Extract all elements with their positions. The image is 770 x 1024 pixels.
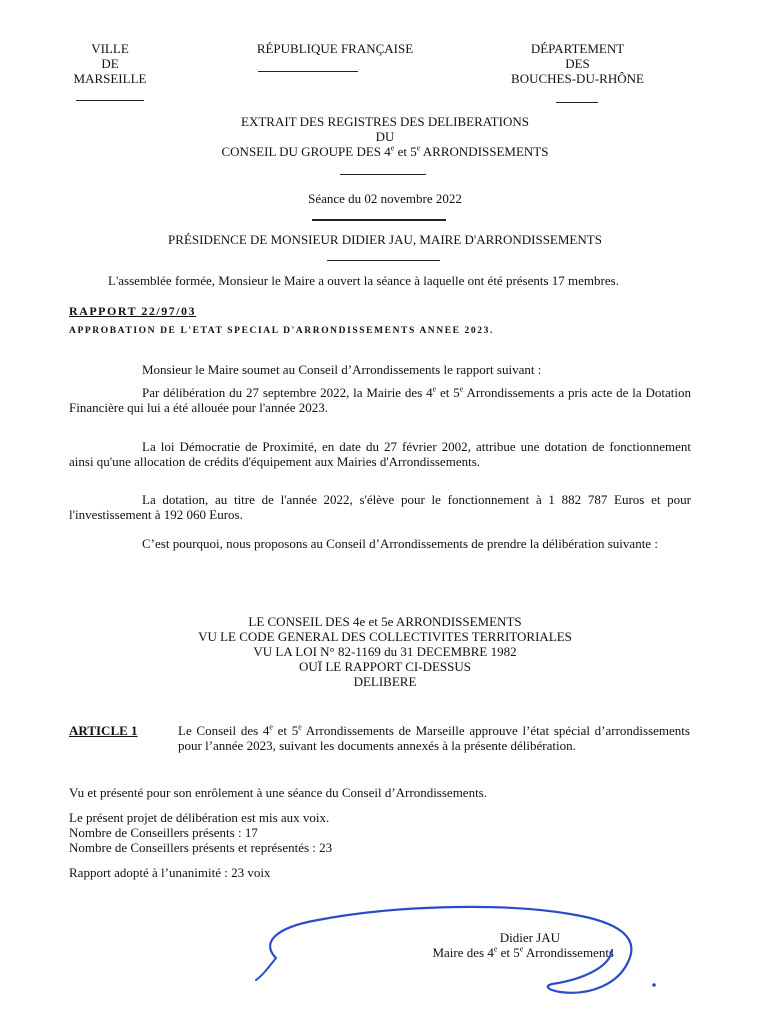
vu-presente: Vu et présenté pour son enrôlement à une séance du Conseil d’Arrondissements. (69, 785, 487, 800)
title-line-2: DU (375, 129, 395, 144)
header-right-line: BOUCHES-DU-RHÔNE (511, 71, 644, 86)
conseil-line: VU LA LOI N° 82-1169 du 31 DECEMBRE 1982 (253, 644, 517, 659)
header-left-line: VILLE (91, 41, 129, 56)
signatory-title: Maire des 4e et 5e Arrondissements (432, 944, 614, 960)
article-label: ARTICLE 1 (69, 723, 138, 738)
header-center-title: RÉPUBLIQUE FRANÇAISE (256, 41, 414, 56)
conseil-line: OUÏ LE RAPPORT CI-DESSUS (299, 659, 471, 674)
signatory-name: Didier JAU (499, 930, 560, 945)
vote-line: Nombre de Conseillers présents : 17 (69, 825, 258, 840)
conseil-line: DELIBERE (353, 674, 417, 689)
seance-date: Séance du 02 novembre 2022 (308, 191, 462, 206)
header-left-line: MARSEILLE (73, 71, 147, 86)
header-left-line: DE (101, 56, 119, 71)
rapport-number: RAPPORT 22/97/03 (69, 304, 197, 318)
rapport-title: APPROBATION DE L'ETAT SPECIAL D'ARRONDISSEMENTS ANNEE 2023. (69, 326, 494, 336)
paragraph: Monsieur le Maire soumet au Conseil d’Arrondissements le rapport suivant : (142, 362, 542, 377)
header-right-line: DES (565, 56, 590, 71)
article-text: Le Conseil des 4e et 5e Arrondissements de Marseille approuve l’état spécial d’arrondissements pour l’année 2023, suivant les documents annexés à la présente délibération. (178, 722, 690, 753)
adopte-line: Rapport adopté à l’unanimité : 23 voix (69, 865, 271, 880)
title-line-3: CONSEIL DU GROUPE DES 4e et 5e ARRONDISSEMENTS (221, 143, 549, 159)
header-right-line: DÉPARTEMENT (530, 41, 625, 56)
vote-line: Nombre de Conseillers présents et représentés : 23 (69, 840, 333, 855)
paragraph: Par délibération du 27 septembre 2022, la Mairie des 4e et 5e Arrondissements a pris acte de la Dotation Financière qui lui a été allouée pour l'année 2023. (69, 384, 691, 415)
presidence: PRÉSIDENCE DE MONSIEUR DIDIER JAU, MAIRE D'ARRONDISSEMENTS (168, 232, 602, 247)
conseil-line: LE CONSEIL DES 4e et 5e ARRONDISSEMENTS (248, 614, 522, 629)
paragraph: C’est pourquoi, nous proposons au Conseil d’Arrondissements de prendre la délibération suivante : (142, 536, 658, 551)
title-line-1: EXTRAIT DES REGISTRES DES DELIBERATIONS (241, 114, 529, 129)
conseil-line: VU LE CODE GENERAL DES COLLECTIVITES TERRITORIALES (198, 629, 572, 644)
assemblee-text: L'assemblée formée, Monsieur le Maire a ouvert la séance à laquelle ont été présents 17 membres. (108, 273, 619, 288)
paragraph: La dotation, au titre de l'année 2022, s'élève pour le fonctionnement à 1 882 787 Euros et pour l'investissement à 192 060 Euros. (69, 492, 691, 522)
paragraph: La loi Démocratie de Proximité, en date du 27 février 2002, attribue une dotation de fonctionnement ainsi qu'une allocation de crédits d'équipement aux Mairies d'Arrondissements. (69, 439, 691, 469)
vote-line: Le présent projet de délibération est mis aux voix. (69, 810, 330, 825)
